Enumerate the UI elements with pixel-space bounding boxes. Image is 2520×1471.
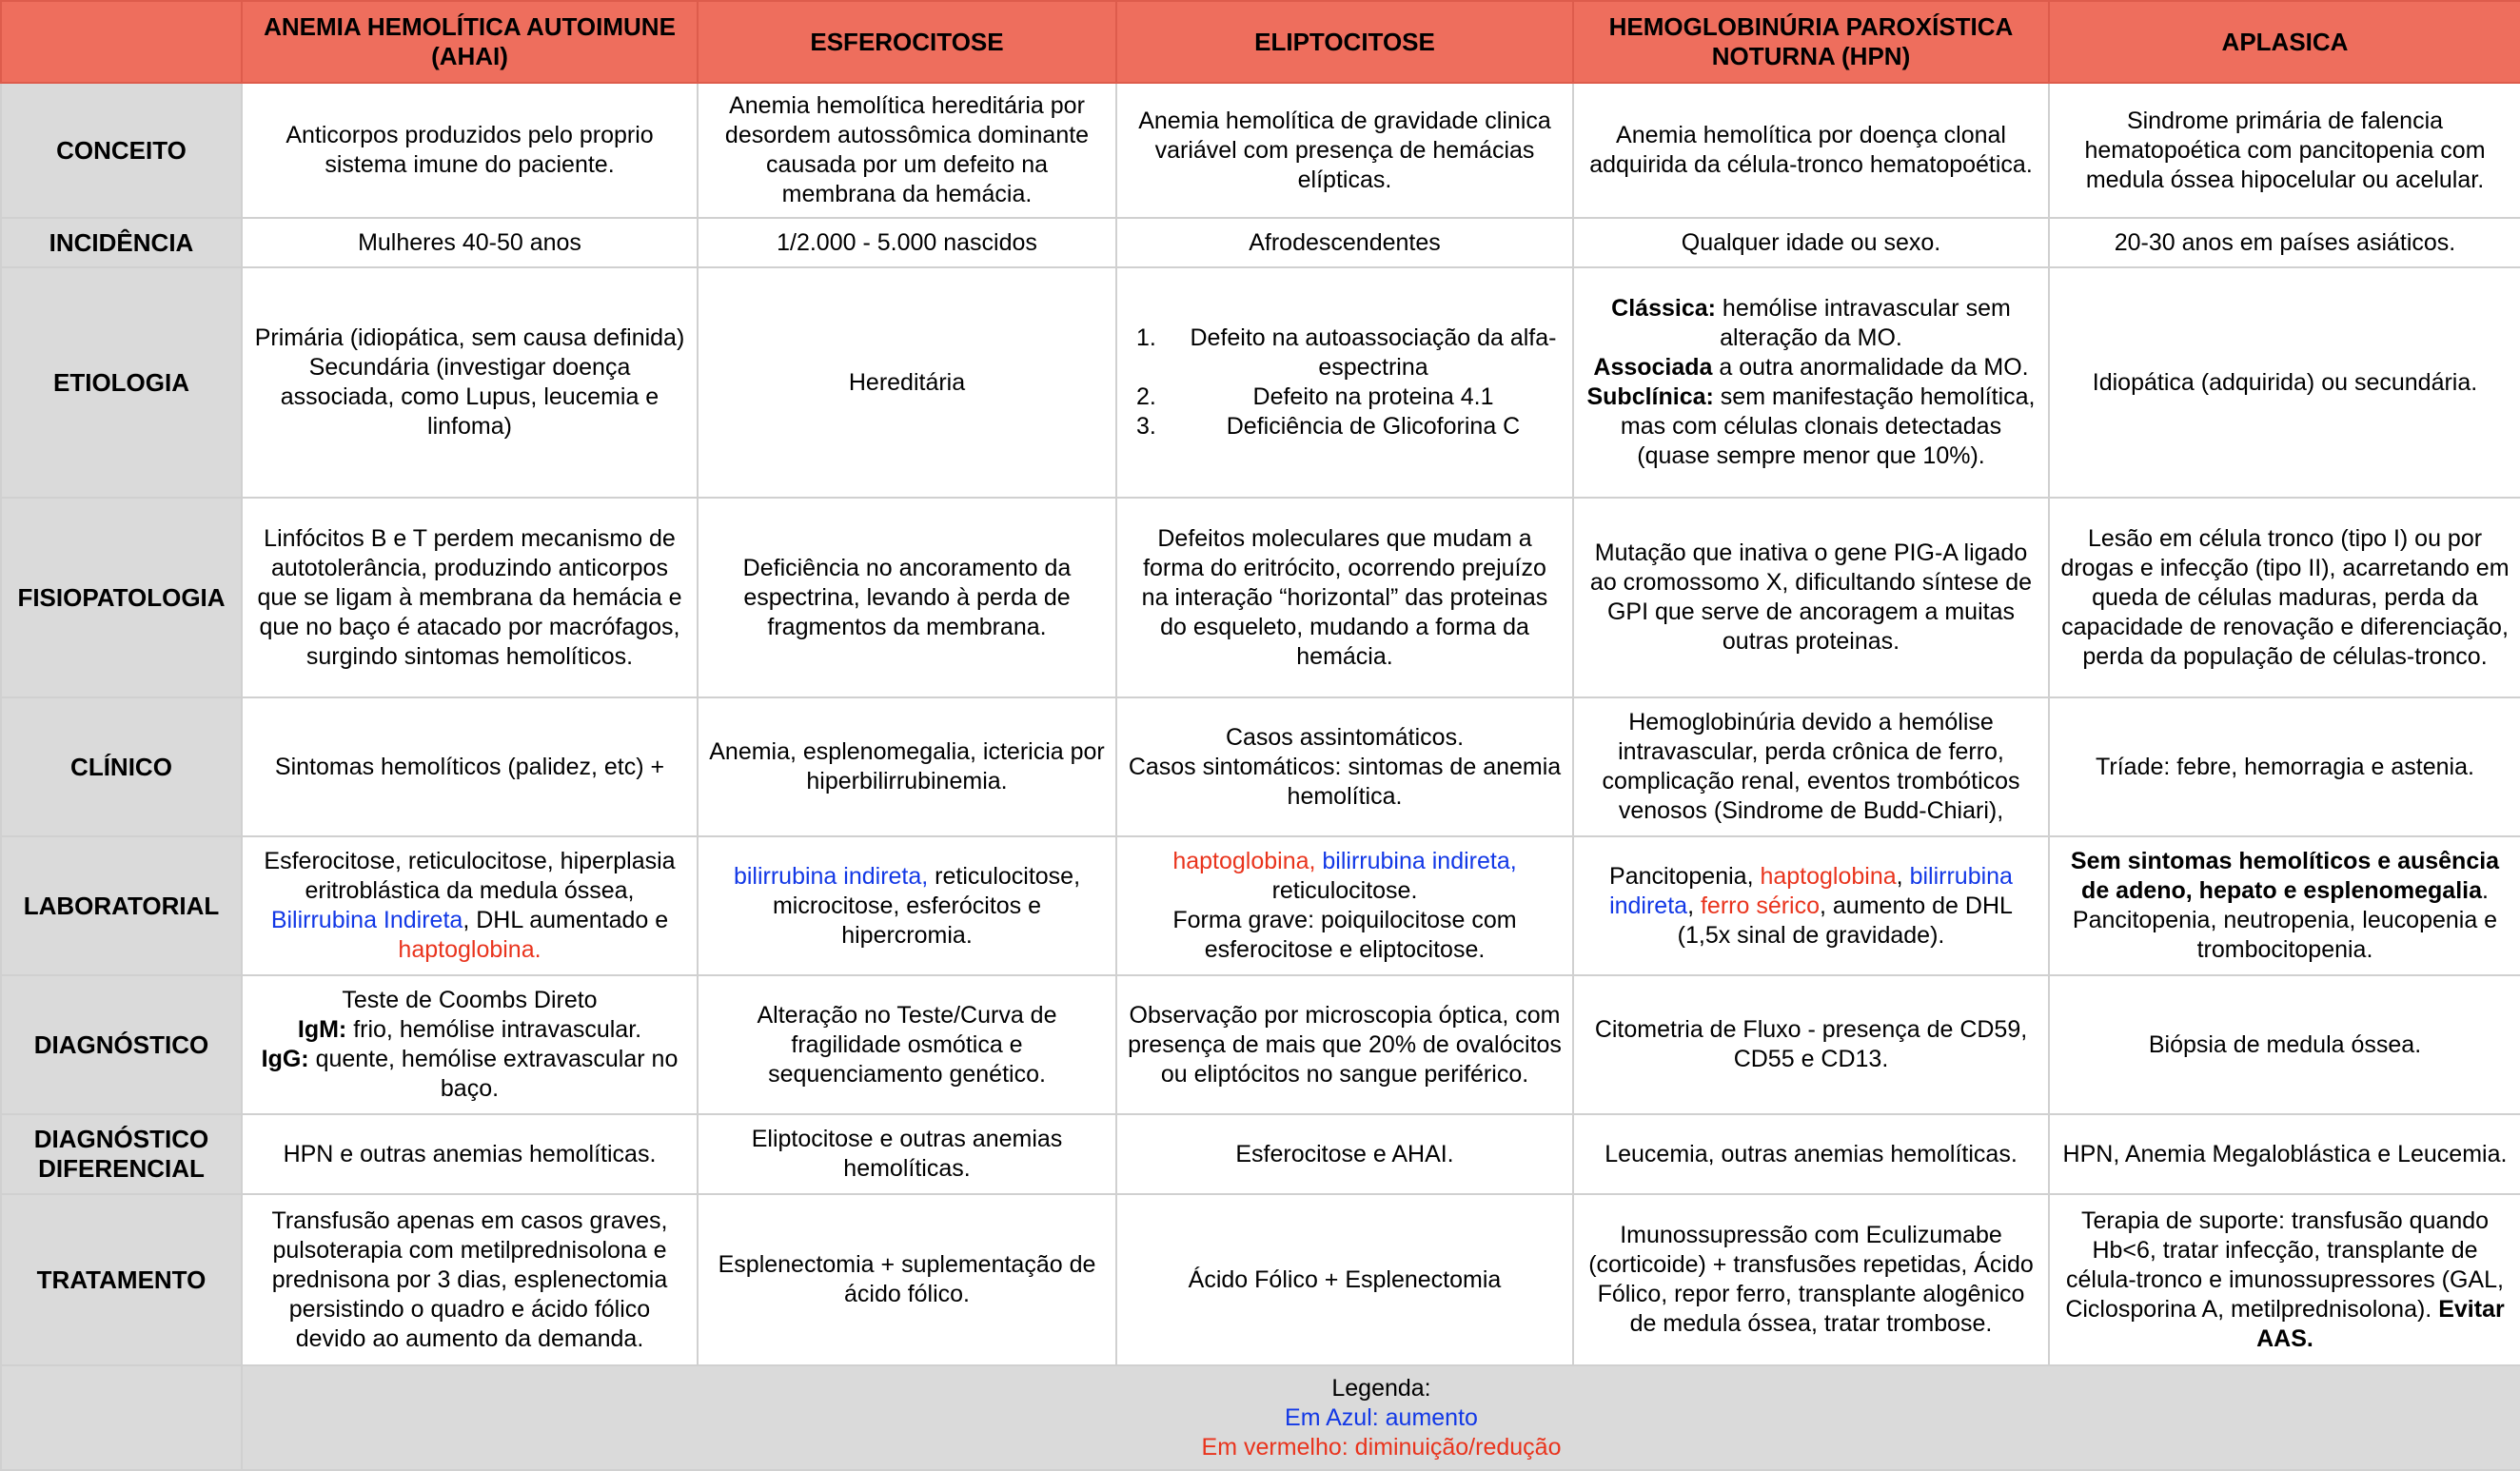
row-label-clinico: CLÍNICO [1,697,242,836]
column-header-hpn: HEMOGLOBINÚRIA PAROXÍSTICA NOTURNA (HPN) [1573,1,2049,83]
cell-laboratorial-hpn [1573,836,2049,975]
lab-eliptocitose-line2: Forma grave: poiquilocitose com esferocitose e eliptocitose. [1172,907,1517,963]
bold-term: Sem sintomas hemolíticos e ausência de adeno, hepato e esplenomegalia [2070,848,2500,904]
cell-incidencia-ahai: Mulheres 40-50 anos [242,218,698,267]
lab-text: , [1896,862,1910,890]
cell-diferencial-eliptocitose: Esferocitose e AHAI. [1116,1114,1573,1194]
label-line: DIFERENCIAL [38,1154,205,1183]
clinico-eliptocitose-sintomaticos: Casos sintomáticos: sintomas de anemia hemolítica. [1128,753,1562,810]
increase-marker: Bilirrubina Indireta [270,907,463,933]
cell-tratamento-esferocitose: Esplenectomia + suplementação de ácido fólico. [698,1194,1116,1365]
increase-marker: bilirrubina indireta, [1315,848,1517,874]
header-row [1,1,2520,83]
cell-incidencia-aplasica: 20-30 anos em países asiáticos. [2049,218,2520,267]
row-incidencia [1,218,2520,267]
term-text: a outra anormalidade da MO. [1712,354,2029,381]
decrease-marker: haptoglobina [1760,862,1897,890]
row-tratamento [1,1194,2520,1365]
row-label-laboratorial: LABORATORIAL [1,836,242,975]
row-label-conceito: CONCEITO [1,83,242,218]
etiologia-eliptocitose-list [1127,324,1563,441]
column-header-aplasica: APLASICA [2049,1,2520,83]
bold-term: Evitar AAS. [2256,1295,2505,1352]
row-laboratorial [1,836,2520,975]
row-fisiopatologia [1,498,2520,697]
lab-text: Esferocitose, reticulocitose, hiperplasia eritroblástica da medula óssea, [264,848,676,904]
row-label-tratamento: TRATAMENTO [1,1194,242,1365]
column-header-esferocitose: ESFEROCITOSE [698,1,1116,83]
cell-fisiopatologia-esferocitose: Deficiência no ancoramento da espectrina, levando à perda de fragmentos da membrana. [698,498,1116,697]
etiologia-ahai-secundaria: Secundária (investigar doença associada, como Lupus, leucemia e linfoma) [280,354,660,440]
list-text: Deficiência de Glicoforina C [1226,413,1521,440]
corner-cell [1,1,242,83]
term-text: frio, hemólise intravascular. [346,1016,642,1043]
list-number: 1. [1136,324,1156,351]
label-line: DIAGNÓSTICO [33,1125,209,1153]
cell-laboratorial-eliptocitose [1116,836,1573,975]
row-legend [1,1365,2520,1470]
row-conceito [1,83,2520,218]
bold-term: Associada [1593,354,1713,381]
list-text: Defeito na proteina 4.1 [1252,383,1494,410]
cell-diagnostico-hpn: Citometria de Fluxo - presença de CD59, CD55 e CD13. [1573,975,2049,1114]
diagnostico-ahai-coombs: Teste de Coombs Direto [342,987,598,1013]
diagnostico-ahai-igg [252,1045,687,1104]
cell-diferencial-ahai: HPN e outras anemias hemolíticas. [242,1114,698,1194]
cell-tratamento-hpn: Imunossupressão com Eculizumabe (corticoide) + transfusões repetidas, Ácido Fólico, repor ferro, transplante alogênico de medula óssea, tratar trombose. [1573,1194,2049,1365]
decrease-marker: haptoglobina. [398,936,541,963]
cell-etiologia-hpn [1573,267,2049,498]
cell-fisiopatologia-ahai: Linfócitos B e T perdem mecanismo de autotolerância, produzindo anticorpos que se ligam à membrana da hemácia e que no baço é atacado por macrófagos, surgindo sintomas hemolíticos. [242,498,698,697]
term-text: quente, hemólise extravascular no baço. [308,1046,679,1102]
cell-fisiopatologia-hpn: Mutação que inativa o gene PIG-A ligado ao cromossomo X, dificultando síntese de GPI que serve de ancoragem a muitas outras proteinas. [1573,498,2049,697]
diagnostico-ahai-igm [252,1015,687,1045]
legend-blue: Em Azul: aumento [1285,1403,1478,1431]
row-diagnostico [1,975,2520,1114]
cell-diagnostico-esferocitose: Alteração no Teste/Curva de fragilidade osmótica e sequenciamento genético. [698,975,1116,1114]
cell-laboratorial-aplasica [2049,836,2520,975]
row-label-etiologia: ETIOLOGIA [1,267,242,498]
cell-laboratorial-ahai [242,836,698,975]
treatment-text: Terapia de suporte: transfusão quando Hb<6, tratar infecção, transplante de célula-tronco e imunossupressores (GAL, Ciclosporina A, metilprednisolona). [2065,1206,2504,1323]
lab-text: reticulocitose, microcitose, esferócitos e hipercromia. [772,862,1081,949]
cell-incidencia-hpn: Qualquer idade ou sexo. [1573,218,2049,267]
cell-diferencial-esferocitose: Eliptocitose e outras anemias hemolíticas. [698,1114,1116,1194]
lab-text: . Pancitopenia, neutropenia, leucopenia e trombocitopenia. [2072,877,2498,963]
cell-laboratorial-esferocitose [698,836,1116,975]
column-header-eliptocitose: ELIPTOCITOSE [1116,1,1573,83]
cell-conceito-eliptocitose: Anemia hemolítica de gravidade clinica variável com presença de hemácias elípticas. [1116,83,1573,218]
row-clinico [1,697,2520,836]
cell-fisiopatologia-aplasica: Lesão em célula tronco (tipo I) ou por drogas e infecção (tipo II), acarretando em queda de células maduras, perda da capacidade de renovação e diferenciação, perda da população de células-tronco. [2049,498,2520,697]
clinico-eliptocitose-assintomaticos: Casos assintomáticos. [1225,723,1465,751]
cell-clinico-ahai: Sintomas hemolíticos (palidez, etc) + [242,697,698,836]
etiologia-hpn-subclinica [1584,382,2038,471]
cell-clinico-eliptocitose [1116,697,1573,836]
list-number: 2. [1136,383,1156,410]
etiologia-hpn-associada [1584,353,2038,382]
cell-incidencia-eliptocitose: Afrodescendentes [1116,218,1573,267]
bold-term: IgM: [297,1016,347,1043]
row-label-incidencia: INCIDÊNCIA [1,218,242,267]
etiologia-ahai-primaria: Primária (idiopática, sem causa definida) [254,324,685,351]
lab-eliptocitose-line1 [1127,847,1563,906]
list-item [1127,382,1563,412]
etiologia-hpn-classica [1584,294,2038,353]
cell-diferencial-hpn: Leucemia, outras anemias hemolíticas. [1573,1114,2049,1194]
legend-blank-cell [1,1365,242,1470]
cell-diagnostico-ahai [242,975,698,1114]
cell-etiologia-ahai [242,267,698,498]
lab-text: , [1687,892,1701,919]
legend-title: Legenda: [1331,1374,1431,1402]
decrease-marker: ferro sérico [1700,892,1821,919]
row-etiologia [1,267,2520,498]
lab-text: , aumento de DHL (1,5x sinal de gravidade). [1677,892,2013,949]
bold-term: Clássica: [1611,295,1716,322]
lab-text: , DHL aumentado e [463,907,669,933]
cell-tratamento-eliptocitose: Ácido Fólico + Esplenectomia [1116,1194,1573,1365]
row-diagnostico-diferencial [1,1114,2520,1194]
cell-conceito-esferocitose: Anemia hemolítica hereditária por desordem autossômica dominante causada por um defeito na membrana da hemácia. [698,83,1116,218]
list-item [1127,412,1563,441]
cell-clinico-esferocitose: Anemia, esplenomegalia, ictericia por hiperbilirrubinemia. [698,697,1116,836]
list-number: 3. [1136,413,1156,440]
lab-text: Pancitopenia, [1609,862,1761,890]
cell-clinico-hpn: Hemoglobinúria devido a hemólise intravascular, perda crônica de ferro, complicação renal, eventos trombóticos venosos (Sindrome de Budd-Chiari), [1573,697,2049,836]
row-label-diagnostico-diferencial [1,1114,242,1194]
increase-marker: bilirrubina indireta [1609,862,2013,919]
cell-etiologia-eliptocitose [1116,267,1573,498]
cell-tratamento-ahai: Transfusão apenas em casos graves, pulsoterapia com metilprednisolona e prednisona por 3 dias, esplenectomia persistindo o quadro e ácido fólico devido ao aumento da demanda. [242,1194,698,1365]
cell-etiologia-esferocitose: Hereditária [698,267,1116,498]
decrease-marker: haptoglobina, [1172,848,1316,874]
term-text: sem manifestação hemolítica, mas com células clonais detectadas (quase sempre menor que 10%). [1620,383,2036,469]
cell-clinico-aplasica: Tríade: febre, hemorragia e astenia. [2049,697,2520,836]
list-text: Defeito na autoassociação da alfa-espectrina [1190,324,1557,381]
cell-incidencia-esferocitose: 1/2.000 - 5.000 nascidos [698,218,1116,267]
legend-red: Em vermelho: diminuição/redução [1201,1433,1562,1461]
cell-conceito-hpn: Anemia hemolítica por doença clonal adquirida da célula-tronco hematopoética. [1573,83,2049,218]
legend [242,1365,2520,1470]
cell-tratamento-aplasica [2049,1194,2520,1365]
bold-term: Subclínica: [1586,383,1714,410]
bold-term: IgG: [261,1046,309,1072]
cell-conceito-ahai: Anticorpos produzidos pelo proprio sistema imune do paciente. [242,83,698,218]
term-text: hemólise intravascular sem alteração da MO. [1715,295,2011,351]
row-label-fisiopatologia: FISIOPATOLOGIA [1,498,242,697]
row-label-diagnostico: DIAGNÓSTICO [1,975,242,1114]
cell-etiologia-aplasica: Idiopática (adquirida) ou secundária. [2049,267,2520,498]
lab-text: reticulocitose. [1271,877,1418,904]
cell-fisiopatologia-eliptocitose: Defeitos moleculares que mudam a forma do eritrócito, ocorrendo prejuízo na interação “horizontal” das proteinas do esqueleto, mudando a forma da hemácia. [1116,498,1573,697]
cell-diferencial-aplasica: HPN, Anemia Megaloblástica e Leucemia. [2049,1114,2520,1194]
increase-marker: bilirrubina indireta, [733,862,929,890]
column-header-ahai: ANEMIA HEMOLÍTICA AUTOIMUNE (AHAI) [242,1,698,83]
cell-diagnostico-aplasica: Biópsia de medula óssea. [2049,975,2520,1114]
cell-diagnostico-eliptocitose: Observação por microscopia óptica, com presença de mais que 20% de ovalócitos ou eliptócitos no sangue periférico. [1116,975,1573,1114]
cell-conceito-aplasica: Sindrome primária de falencia hematopoética com pancitopenia com medula óssea hipocelular ou acelular. [2049,83,2520,218]
list-item [1127,324,1563,382]
